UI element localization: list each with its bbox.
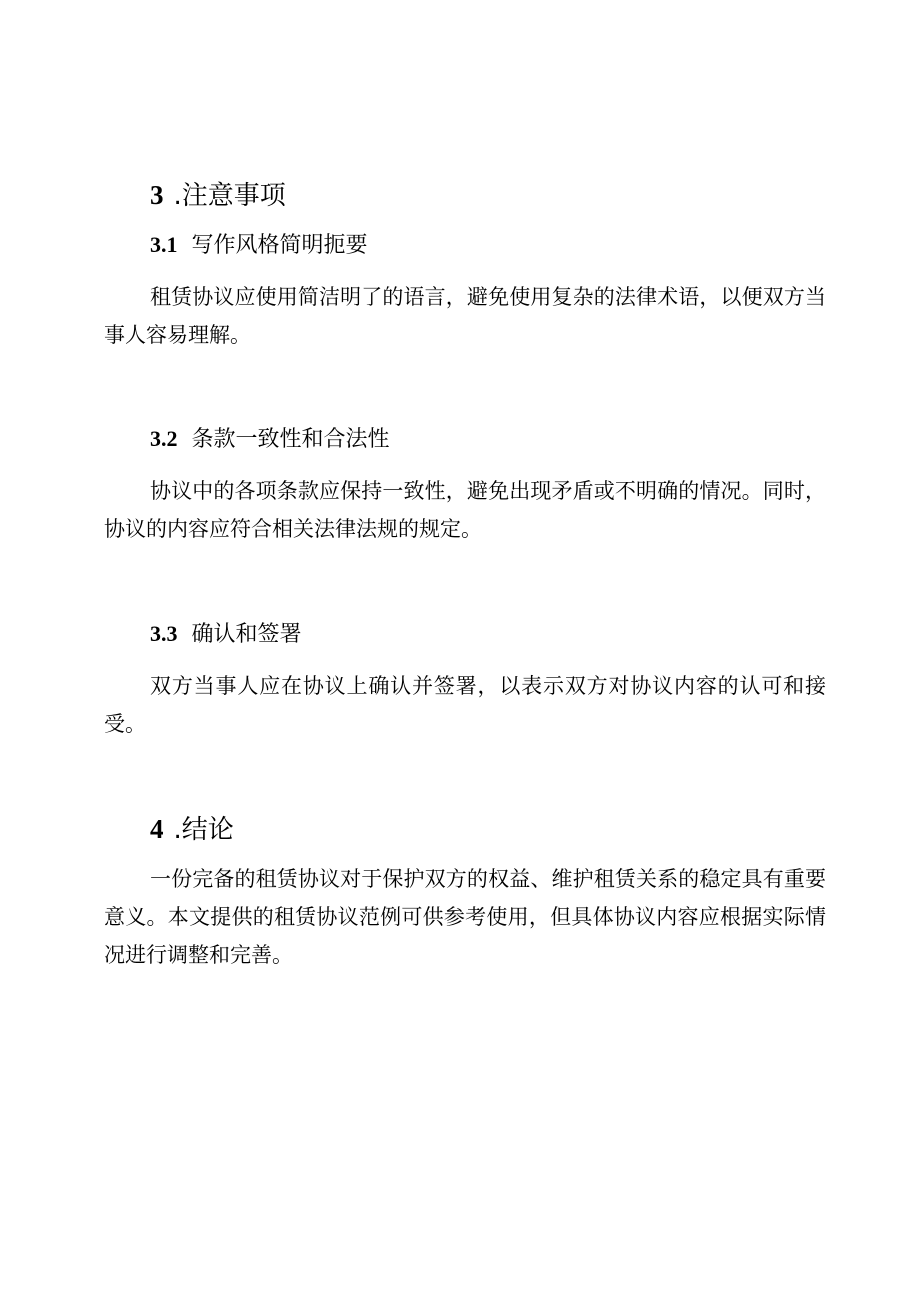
paragraph-3-3: 双方当事人应在协议上确认并签署，以表示双方对协议内容的认可和接受。: [104, 674, 826, 736]
subsection-heading-3-3: [150, 619, 302, 650]
paragraph-3-1: 租赁协议应使用简洁明了的语言，避免使用复杂的法律术语，以便双方当事人容易理解。: [104, 285, 826, 347]
section-number: 4: [150, 814, 164, 844]
section-heading-3: [150, 178, 286, 213]
section-heading-4: [150, 812, 234, 847]
paragraph-4: 一份完备的租赁协议对于保护双方的权益、维护租赁关系的稳定具有重要意义。本文提供的租赁协议范例可供参考使用，但具体协议内容应根据实际情况进行调整和完善。: [104, 867, 826, 967]
subsection-title: 确认和签署: [191, 622, 302, 647]
subsection-title: 写作风格简明扼要: [191, 233, 368, 258]
subsection-number: 3.2: [150, 426, 178, 451]
paragraph-3-2: 协议中的各项条款应保持一致性，避免出现矛盾或不明确的情况。同时，协议的内容应符合相关法律法规的规定。: [104, 479, 826, 541]
section-number: 3: [150, 180, 164, 210]
section-title: .结论: [173, 815, 234, 845]
subsection-number: 3.3: [150, 621, 178, 646]
section-title: .注意事项: [173, 181, 286, 211]
subsection-number: 3.1: [150, 232, 178, 257]
subsection-title: 条款一致性和合法性: [191, 427, 390, 452]
subsection-heading-3-1: [150, 230, 368, 261]
subsection-heading-3-2: [150, 424, 390, 455]
